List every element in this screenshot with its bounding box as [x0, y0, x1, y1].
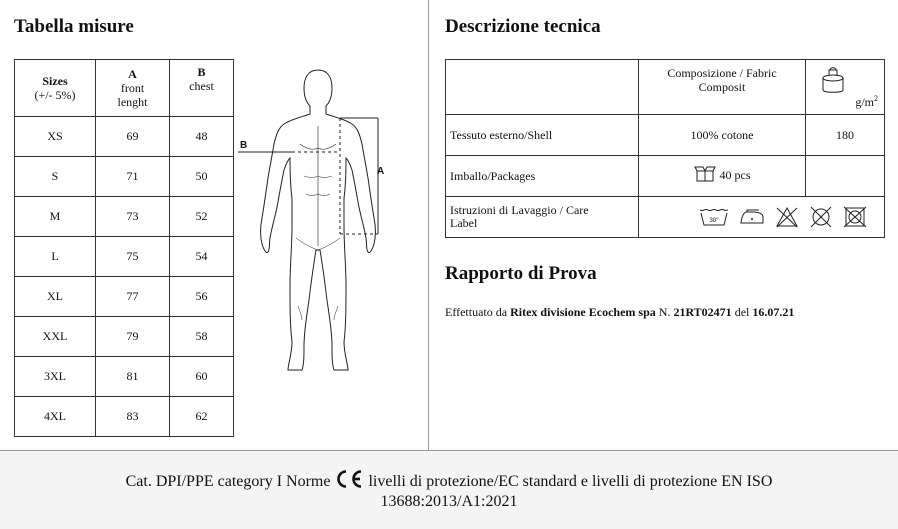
care-icons-cell: [639, 197, 885, 238]
technical-title: Descrizione tecnica: [445, 16, 601, 37]
header-sizes-label: Sizes: [42, 74, 68, 88]
care-line2: Label: [450, 216, 478, 230]
size-cell: XL: [15, 277, 96, 317]
table-row: [15, 117, 234, 157]
care-line1: Istruzioni di Lavaggio / Care: [450, 203, 589, 217]
size-table: [14, 59, 234, 437]
chest-cell: 60: [170, 357, 234, 397]
size-chart-section: [0, 0, 428, 450]
chest-cell: 50: [170, 157, 234, 197]
table-row: [446, 197, 885, 238]
table-row: [15, 357, 234, 397]
no-bleach-icon: [775, 206, 799, 228]
header-sizes: [15, 60, 96, 117]
size-table-header: [15, 60, 234, 117]
table-row: [15, 237, 234, 277]
test-n-label: N.: [658, 305, 671, 319]
test-del-label: del: [734, 305, 750, 319]
size-cell: S: [15, 157, 96, 197]
front-length-cell: 75: [96, 237, 170, 277]
wash-temperature: 30°: [709, 218, 719, 224]
table-row: [446, 156, 885, 197]
header-a-line1: front: [120, 81, 145, 95]
front-length-cell: 81: [96, 357, 170, 397]
header-b-letter: B: [197, 65, 206, 79]
footer-part1: Cat. DPI/PPE category I Norme: [125, 473, 331, 490]
packages-label: Imballo/Packages: [446, 156, 639, 197]
care-label: [446, 197, 639, 238]
chest-cell: 54: [170, 237, 234, 277]
table-row: [15, 157, 234, 197]
no-dry-clean-icon: [809, 206, 833, 228]
header-b-line1: chest: [189, 79, 214, 93]
iron-icon: [739, 207, 765, 227]
front-length-cell: 73: [96, 197, 170, 237]
figure-label-a: A: [377, 166, 385, 177]
size-cell: 3XL: [15, 357, 96, 397]
gsm-superscript: 2: [874, 94, 878, 103]
composition-line2: Composit: [698, 80, 746, 94]
chest-cell: 58: [170, 317, 234, 357]
size-cell: M: [15, 197, 96, 237]
composition-line1: Composizione / Fabric: [667, 66, 777, 80]
no-tumble-dry-icon: [843, 206, 867, 228]
table-row: [15, 277, 234, 317]
shell-value: 100% cotone: [639, 115, 806, 156]
ce-mark-icon: [334, 469, 364, 489]
size-cell: L: [15, 237, 96, 277]
table-row: [446, 60, 885, 115]
test-report-line: [445, 305, 794, 320]
gsm-unit: g/m: [855, 95, 874, 109]
table-row: [446, 115, 885, 156]
front-length-cell: 83: [96, 397, 170, 437]
body-measurement-figure: [238, 66, 398, 378]
empty-cell: [806, 156, 885, 197]
front-length-cell: 69: [96, 117, 170, 157]
gsm-label: [855, 94, 878, 110]
front-length-cell: 79: [96, 317, 170, 357]
header-front-length: [96, 60, 170, 117]
size-cell: 4XL: [15, 397, 96, 437]
test-company: Ritex divisione Ecochem spa: [510, 305, 656, 319]
header-a-line2: lenght: [117, 95, 148, 109]
technical-table: [445, 59, 885, 238]
composition-header: [639, 60, 806, 115]
header-chest: [170, 60, 234, 117]
weight-icon: [820, 66, 846, 96]
test-number: 21RT02471: [673, 305, 732, 319]
table-row: [15, 397, 234, 437]
front-length-cell: 71: [96, 157, 170, 197]
footer: [0, 469, 898, 512]
footer-line2: 13688:2013/A1:2021: [380, 493, 518, 510]
empty-cell: [446, 60, 639, 115]
table-row: [15, 197, 234, 237]
shell-label: Tessuto esterno/Shell: [446, 115, 639, 156]
packages-value: 40 pcs: [719, 168, 751, 182]
box-icon: [694, 165, 716, 183]
size-chart-title: Tabella misure: [14, 16, 134, 37]
size-cell: XXL: [15, 317, 96, 357]
test-prefix: Effettuato da: [445, 305, 508, 319]
chest-cell: 56: [170, 277, 234, 317]
wash-30-icon: [699, 207, 729, 227]
test-date: 16.07.21: [752, 305, 795, 319]
footer-part2: livelli di protezione/EC standard e livelli di protezione EN ISO: [368, 473, 773, 490]
table-row: [15, 317, 234, 357]
technical-section: [429, 0, 898, 450]
front-length-cell: 77: [96, 277, 170, 317]
figure-label-b: B: [240, 140, 248, 151]
chest-cell: 52: [170, 197, 234, 237]
weight-header: [806, 60, 885, 115]
chest-cell: 62: [170, 397, 234, 437]
size-cell: XS: [15, 117, 96, 157]
header-sizes-tolerance: (+/- 5%): [34, 88, 76, 102]
chest-cell: 48: [170, 117, 234, 157]
test-report-title: Rapporto di Prova: [445, 263, 597, 284]
header-a-letter: A: [128, 67, 137, 81]
shell-gsm: 180: [806, 115, 885, 156]
packages-cell: [639, 156, 806, 197]
